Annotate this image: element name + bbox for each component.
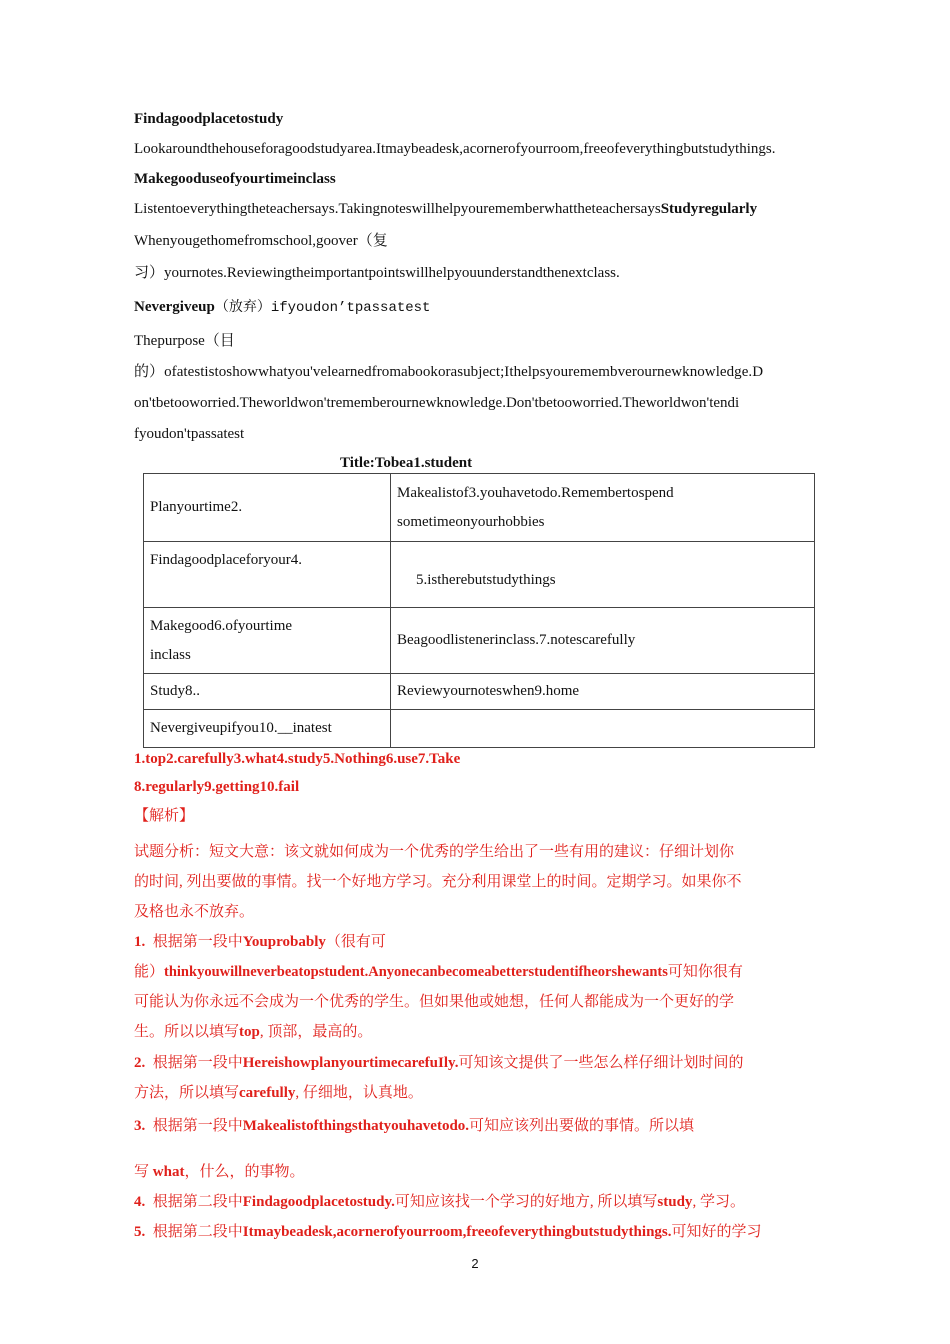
table-row (144, 474, 815, 542)
paragraph-purpose-2: 的）ofatestistoshowwhatyou'velearnedfromabookorasubject;Ithelpsyouremembverournewknowledge.D (134, 364, 764, 380)
table-cell: Findagoodplaceforyour4. (144, 542, 391, 608)
item-pre: 能） (134, 964, 165, 980)
explanation-item-3 (134, 1116, 694, 1136)
heading-study-regularly: Studyregularly (660, 201, 758, 217)
page-number: 2 (471, 1256, 479, 1271)
table-row (144, 710, 815, 748)
table-cell: Nevergiveupifyou10.__inatest (144, 710, 391, 748)
explanation-item-1-cont2: 可能认为你永远不会成为一个优秀的学生。但如果他或她想，任何人都能成为一个更好的学 (134, 994, 735, 1010)
item-number: 2. (134, 1055, 146, 1071)
item-pre: 根据第一段中 (152, 934, 243, 950)
item-number: 1. (134, 934, 146, 950)
item-quote: top (239, 1024, 260, 1040)
item-pre: 根据第一段中 (152, 1055, 243, 1071)
table-title: Title:Tobea1.student (340, 455, 473, 471)
item-pre: 写 (134, 1164, 150, 1180)
heading-find-place: Findagoodplacetostudy (134, 111, 284, 127)
item-post: , 仔细地，认真地。 (295, 1085, 423, 1101)
heading-never-give-up (134, 297, 430, 318)
item-post-2: , 学习。 (692, 1194, 745, 1210)
paragraph-review-1: Whenyougethomefromschool,goover（复 (134, 233, 388, 249)
item-number: 3. (134, 1118, 146, 1134)
paragraph-listen (134, 199, 757, 219)
explanation-item-2-cont (134, 1083, 423, 1103)
table-cell: Planyourtime2. (144, 474, 391, 542)
explanation-item-3-cont (134, 1162, 304, 1182)
item-post: , 顶部，最高的。 (259, 1024, 373, 1040)
heading-never-give-up-bold: Nevergiveup (134, 299, 215, 315)
item-pre: 方法，所以填写 (134, 1085, 240, 1101)
table-cell: 5.istherebutstudythings (391, 542, 815, 608)
item-quote-2: study (657, 1194, 693, 1210)
answer-key-line-2: 8.regularly9.getting10.fail (134, 779, 300, 795)
item-pre: 根据第一段中 (152, 1118, 243, 1134)
table-row (144, 542, 815, 608)
item-pre: 根据第二段中 (152, 1224, 243, 1240)
table-cell (144, 608, 391, 674)
item-quote: Youprobably (242, 934, 326, 950)
heading-never-give-up-rest: （放弃）ifyoudon’tpassatest (214, 300, 431, 316)
item-quote: carefully (239, 1085, 296, 1101)
explanation-item-1 (134, 932, 386, 952)
cell-line: sometimeonyourhobbies (397, 513, 545, 530)
table-cell: Reviewyournoteswhen9.home (391, 674, 815, 710)
item-post: 可知好的学习 (671, 1224, 762, 1240)
paragraph-listen-text: Listentoeverythingtheteachersays.Takingnoteswillhelpyourememberwhattheteachersays (134, 201, 661, 217)
analysis-label: 【解析】 (134, 808, 195, 824)
table-row (144, 674, 815, 710)
item-post: 可知该文提供了一些怎么样仔细计划时间的 (458, 1055, 744, 1071)
explanation-item-4 (134, 1192, 745, 1212)
answer-key-line-1: 1.top2.carefully3.what4.study5.Nothing6.use7.Take (134, 751, 461, 767)
table-row (144, 608, 815, 674)
item-post: 可知应该找一个学习的好地方, 所以填写 (394, 1194, 658, 1210)
table-cell: Beagoodlistenerinclass.7.notescarefully (391, 608, 815, 674)
table-cell (391, 474, 815, 542)
item-quote: Makealistofthingsthatyouhavetodo. (242, 1118, 470, 1134)
item-pre: 根据第二段中 (152, 1194, 243, 1210)
table-cell: Study8.. (144, 674, 391, 710)
summary-line-1: 试题分析：短文大意：该文就如何成为一个优秀的学生给出了一些有用的建议：仔细计划你 (134, 844, 735, 860)
explanation-item-1-cont (134, 962, 743, 982)
cell-line: Makegood6.ofyourtime (150, 617, 293, 634)
summary-table (143, 473, 815, 748)
table-cell (391, 710, 815, 748)
heading-make-good-use: Makegooduseofyourtimeinclass (134, 171, 336, 187)
paragraph-review-2: 习）yournotes.Reviewingtheimportantpointswillhelpyouunderstandthenextclass. (134, 265, 620, 281)
summary-line-2: 的时间, 列出要做的事情。找一个好地方学习。充分利用课堂上的时间。定期学习。如果你不 (134, 874, 742, 890)
item-pre: 生。所以以填写 (134, 1024, 240, 1040)
cell-line: inclass (150, 646, 191, 663)
item-quote: Findagoodplacetostudy. (242, 1194, 395, 1210)
cell-line: Makealistof3.youhavetodo.Remembertospend (397, 484, 674, 501)
item-post: 可知应该列出要做的事情。所以填 (469, 1118, 695, 1134)
explanation-item-1-cont3 (134, 1022, 372, 1042)
explanation-item-5 (134, 1222, 762, 1242)
item-number: 4. (134, 1194, 146, 1210)
item-post: 可知你很有 (667, 964, 743, 980)
paragraph-purpose-1: Thepurpose（目 (134, 333, 235, 349)
paragraph-purpose-4: fyoudon'tpassatest (134, 426, 245, 442)
explanation-item-2 (134, 1053, 743, 1073)
item-quote: Itmaybeadesk,acornerofyourroom,freeofeverythingbutstudythings. (242, 1224, 672, 1240)
item-number: 5. (134, 1224, 146, 1240)
summary-line-3: 及格也永不放弃。 (134, 904, 255, 920)
item-post: ，什么，的事物。 (184, 1164, 305, 1180)
item-quote: HereishowplanyourtimecarefuIly. (242, 1055, 459, 1071)
paragraph-purpose-3: on'tbetooworried.Theworldwon'trememberournewknowledge.Don'tbetooworried.Theworldwon'tendi (134, 395, 740, 411)
item-quote: what (152, 1164, 185, 1180)
item-quote: thinkyouwillneverbeatopstudent.Anyonecanbecomeabetterstudentifheorshewants (164, 964, 668, 980)
paragraph-study-area: Lookaroundthehouseforagoodstudyarea.Itmaybeadesk,acornerofyourroom,freeofeverythingbutstudythings. (134, 141, 776, 157)
item-post: （很有可 (325, 934, 386, 950)
